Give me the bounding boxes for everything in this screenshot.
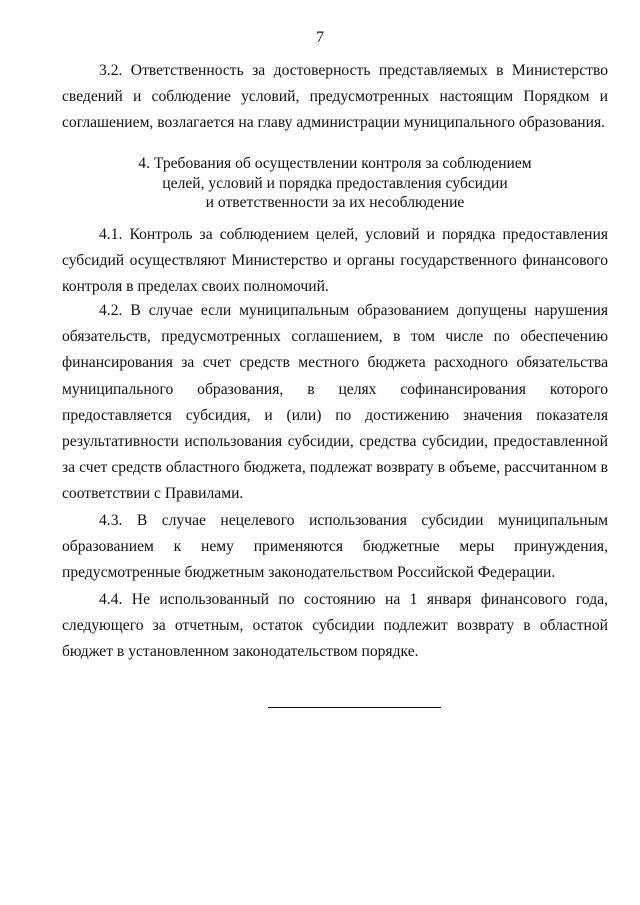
- paragraph-4-2: 4.2. В случае если муниципальным образованием допущены нарушения обязательств, предусмотренных соглашением, в том числе по обеспечению финансирования за счет средств местного бюджета расходного обязательства муниципального образования, в целях софинансирования которого предоставляется субсидия, и (или) по достижению значения показателя результативности использования субсидии, средства субсидии, предоставленной за счет средств областного бюджета, подлежат возврату в объеме, рассчитанном в соответствии с Правилами.: [62, 302, 608, 503]
- section-4-heading: [62, 154, 608, 213]
- section-4-heading-line-2: целей, условий и порядка предоставления субсидии: [162, 174, 508, 192]
- paragraph-4-1: 4.1. Контроль за соблюдением целей, условий и порядка предоставления субсидий осуществляют Министерство и органы государственного финансового контроля в пределах своих полномочий.: [62, 226, 608, 296]
- paragraph-4-3: 4.3. В случае нецелевого использования субсидии муниципальным образованием к нему применяются бюджетные меры принуждения, предусмотренные бюджетным законодательством Российской Федерации.: [62, 512, 608, 582]
- paragraph-3-2: 3.2. Ответственность за достоверность представляемых в Министерство сведений и соблюдение условий, предусмотренных настоящим Порядком и соглашением, возлагается на главу администрации муниципального образования.: [62, 62, 608, 132]
- page-number: 7: [316, 29, 324, 46]
- paragraph-4-4: 4.4. Не использованный по состоянию на 1 января финансового года, следующего за отчетным, остаток субсидии подлежит возврату в областной бюджет в установленном законодательством порядке.: [62, 591, 608, 661]
- end-of-document-rule: [268, 707, 441, 708]
- section-4-heading-line-1: 4. Требования об осуществлении контроля за соблюдением: [138, 155, 532, 172]
- section-4-heading-line-3: и ответственности за их несоблюдение: [205, 194, 465, 211]
